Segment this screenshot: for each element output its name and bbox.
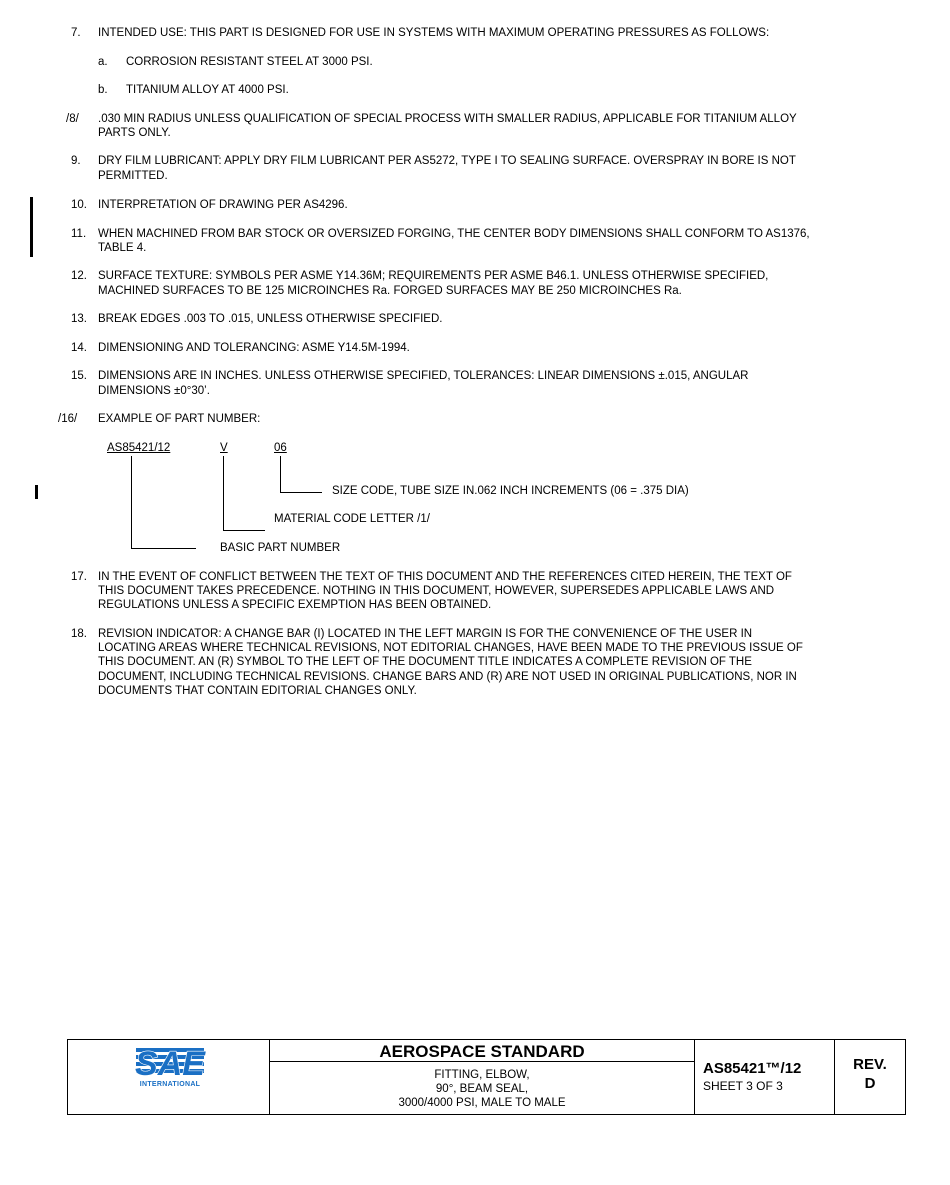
- part-title-line-3: 3000/4000 PSI, MALE TO MALE: [398, 1097, 566, 1109]
- note-16-text: EXAMPLE OF PART NUMBER:: [98, 413, 261, 425]
- material-code-label: MATERIAL CODE LETTER /1/: [274, 513, 430, 525]
- change-bar-note-10-11: [30, 197, 33, 257]
- leader-material-horizontal: [223, 530, 265, 531]
- leader-size-vertical: [280, 456, 281, 493]
- leader-basic-vertical: [131, 456, 132, 549]
- note-7-number: 7.: [71, 27, 81, 39]
- note-17-line-2: THIS DOCUMENT TAKES PRECEDENCE. NOTHING IN THIS DOCUMENT, HOWEVER, SUPERSEDES APPLICABLE LAWS AND: [98, 585, 775, 597]
- size-code-label: SIZE CODE, TUBE SIZE IN.062 INCH INCREMENTS (06 = .375 DIA): [332, 485, 689, 497]
- note-11-number: 11.: [71, 228, 87, 240]
- leader-material-vertical: [223, 456, 224, 531]
- leader-size-horizontal: [280, 492, 322, 493]
- note-11-line-1: WHEN MACHINED FROM BAR STOCK OR OVERSIZED FORGING, THE CENTER BODY DIMENSIONS SHALL CONFORM TO AS1376,: [98, 228, 810, 240]
- part-number-basic: AS85421/12: [107, 442, 171, 454]
- note-14-text: DIMENSIONING AND TOLERANCING: ASME Y14.5M-1994.: [98, 342, 410, 354]
- note-14-number: 14.: [71, 342, 87, 354]
- note-7a-number: a.: [98, 56, 108, 68]
- note-12-line-2: MACHINED SURFACES TO BE 125 MICROINCHES Ra. FORGED SURFACES MAY BE 250 MICROINCHES Ra.: [98, 285, 682, 297]
- sae-logo: [132, 1046, 208, 1090]
- sae-logo-letters: SAE: [135, 1046, 205, 1080]
- note-12-line-1: SURFACE TEXTURE: SYMBOLS PER ASME Y14.36M; REQUIREMENTS PER ASME B46.1. UNLESS OTHERWISE SPECIFIED,: [98, 270, 769, 282]
- note-9-line-1: DRY FILM LUBRICANT: APPLY DRY FILM LUBRICANT PER AS5272, TYPE I TO SEALING SURFACE. OVERSPRAY IN BORE IS NOT: [98, 155, 796, 167]
- note-17-number: 17.: [71, 571, 87, 583]
- document-number: AS85421™/12: [703, 1060, 802, 1077]
- note-9-number: 9.: [71, 155, 81, 167]
- note-17-line-1: IN THE EVENT OF CONFLICT BETWEEN THE TEXT OF THIS DOCUMENT AND THE REFERENCES CITED HEREIN, THE TEXT OF: [98, 571, 792, 583]
- note-7-text: INTENDED USE: THIS PART IS DESIGNED FOR USE IN SYSTEMS WITH MAXIMUM OPERATING PRESSURES AS FOLLOWS:: [98, 27, 770, 39]
- note-9-line-2: PERMITTED.: [98, 170, 168, 182]
- note-10-number: 10.: [71, 199, 87, 211]
- note-15-number: 15.: [71, 370, 87, 382]
- note-15-line-1: DIMENSIONS ARE IN INCHES. UNLESS OTHERWISE SPECIFIED, TOLERANCES: LINEAR DIMENSIONS ±.015, ANGULAR: [98, 370, 749, 382]
- note-11-line-2: TABLE 4.: [98, 242, 147, 254]
- note-13-text: BREAK EDGES .003 TO .015, UNLESS OTHERWISE SPECIFIED.: [98, 313, 443, 325]
- note-18-line-2: LOCATING AREAS WHERE TECHNICAL REVISIONS, NOT EDITORIAL CHANGES, HAVE BEEN MADE TO THE PREVIOUS ISSUE OF: [98, 642, 803, 654]
- note-8-number: /8/: [66, 113, 79, 125]
- note-17-line-3: REGULATIONS UNLESS A SPECIFIC EXEMPTION HAS BEEN OBTAINED.: [98, 599, 492, 611]
- aerospace-standard-heading: AEROSPACE STANDARD: [379, 1042, 585, 1061]
- note-7b-number: b.: [98, 84, 108, 96]
- revision-value: D: [864, 1075, 876, 1092]
- note-18-line-4: DOCUMENT, INCLUDING TECHNICAL REVISIONS. CHANGE BARS AND (R) ARE NOT USED IN ORIGINAL PUBLICATIONS, NOR IN: [98, 671, 797, 683]
- change-bar-note-16: [35, 485, 38, 499]
- note-10-text: INTERPRETATION OF DRAWING PER AS4296.: [98, 199, 348, 211]
- basic-part-number-label: BASIC PART NUMBER: [220, 542, 341, 554]
- part-title-line-2: 90°, BEAM SEAL,: [435, 1083, 529, 1095]
- note-8-line-1: .030 MIN RADIUS UNLESS QUALIFICATION OF SPECIAL PROCESS WITH SMALLER RADIUS, APPLICABLE FOR TITANIUM ALLOY: [98, 113, 797, 125]
- part-number-size: 06: [274, 442, 287, 454]
- note-7b-text: TITANIUM ALLOY AT 4000 PSI.: [126, 84, 289, 96]
- note-12-number: 12.: [71, 270, 87, 282]
- revision-label: REV.: [853, 1056, 887, 1073]
- sheet-number: SHEET 3 OF 3: [703, 1079, 783, 1093]
- note-18-line-5: DOCUMENTS THAT CONTAIN EDITORIAL CHANGES ONLY.: [98, 685, 417, 697]
- sae-logo-subtitle: INTERNATIONAL: [139, 1081, 201, 1088]
- note-18-line-1: REVISION INDICATOR: A CHANGE BAR (I) LOCATED IN THE LEFT MARGIN IS FOR THE CONVENIENCE OF THE USER IN: [98, 628, 753, 640]
- note-7a-text: CORROSION RESISTANT STEEL AT 3000 PSI.: [126, 56, 373, 68]
- part-number-material: V: [220, 442, 228, 454]
- note-18-line-3: THIS DOCUMENT. AN (R) SYMBOL TO THE LEFT OF THE DOCUMENT TITLE INDICATES A COMPLETE REVISION OF THE: [98, 656, 752, 668]
- note-8-line-2: PARTS ONLY.: [98, 127, 171, 139]
- leader-basic-horizontal: [131, 548, 196, 549]
- sae-logo-mark: [132, 1046, 208, 1080]
- note-15-line-2: DIMENSIONS ±0°30’.: [98, 385, 210, 397]
- note-16-number: /16/: [58, 413, 78, 425]
- note-18-number: 18.: [71, 628, 87, 640]
- note-13-number: 13.: [71, 313, 87, 325]
- part-title-line-1: FITTING, ELBOW,: [434, 1069, 530, 1081]
